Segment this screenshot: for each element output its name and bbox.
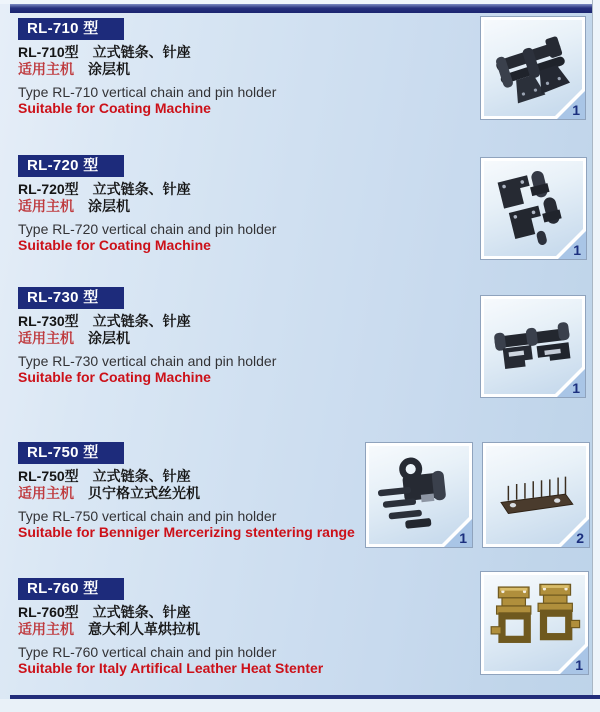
model-cn-line: RL-730型 立式链条、针座 bbox=[18, 313, 191, 329]
model-cn-line: RL-760型 立式链条、针座 bbox=[18, 604, 191, 620]
section-rl730 bbox=[18, 287, 463, 385]
model-en-line: Type RL-710 vertical chain and pin holder bbox=[18, 84, 277, 100]
product-photo-rl720 bbox=[480, 157, 587, 260]
section-header-bar bbox=[18, 578, 124, 600]
suitable-en-line: Suitable for Italy Artifical Leather Heat Stenter bbox=[18, 660, 324, 676]
section-rl720 bbox=[18, 155, 463, 253]
host-label: 适用主机 bbox=[18, 198, 74, 214]
section-header-label: RL-720 型 bbox=[27, 157, 99, 174]
model-cn-line: RL-720型 立式链条、针座 bbox=[18, 181, 191, 197]
model-en-line: Type RL-730 vertical chain and pin holder bbox=[18, 353, 277, 369]
top-rule bbox=[10, 4, 592, 13]
host-machine: 涂层机 bbox=[88, 61, 130, 77]
badge-triangle-blue bbox=[561, 519, 589, 547]
badge-triangle-blue bbox=[557, 369, 585, 397]
suitable-en-line: Suitable for Coating Machine bbox=[18, 100, 211, 116]
section-header-bar bbox=[18, 442, 124, 464]
host-cn-line bbox=[18, 621, 463, 638]
badge-triangle-blue bbox=[558, 231, 586, 259]
photo-index-badge bbox=[439, 514, 472, 547]
model-en-line: Type RL-760 vertical chain and pin holder bbox=[18, 644, 277, 660]
product-photo-rl730 bbox=[480, 295, 586, 398]
host-machine: 意大利人革烘拉机 bbox=[88, 621, 200, 637]
photo-index-badge bbox=[552, 364, 585, 397]
section-header-bar bbox=[18, 287, 124, 309]
section-header-label: RL-760 型 bbox=[27, 580, 99, 597]
photo-index-badge bbox=[556, 514, 589, 547]
section-header-label: RL-730 型 bbox=[27, 289, 99, 306]
photo-index-badge bbox=[555, 641, 588, 674]
badge-triangle-blue bbox=[560, 646, 588, 674]
photo-index-badge bbox=[552, 86, 585, 119]
badge-number: 1 bbox=[572, 102, 580, 118]
section-rl710 bbox=[18, 18, 463, 116]
page-right-edge bbox=[592, 0, 600, 712]
section-header-bar bbox=[18, 155, 124, 177]
host-label: 适用主机 bbox=[18, 621, 74, 637]
badge-triangle-blue bbox=[557, 91, 585, 119]
host-machine: 贝宁格立式丝光机 bbox=[88, 485, 200, 501]
host-cn-line bbox=[18, 198, 463, 215]
badge-triangle-blue bbox=[444, 519, 472, 547]
badge-number: 1 bbox=[572, 380, 580, 396]
host-label: 适用主机 bbox=[18, 61, 74, 77]
model-cn-line: RL-750型 立式链条、针座 bbox=[18, 468, 191, 484]
model-en-line: Type RL-720 vertical chain and pin holder bbox=[18, 221, 277, 237]
section-rl760 bbox=[18, 578, 463, 676]
badge-number: 1 bbox=[459, 530, 467, 546]
host-cn-line bbox=[18, 61, 463, 78]
host-machine: 涂层机 bbox=[88, 198, 130, 214]
photo-index-badge bbox=[553, 226, 586, 259]
host-cn-line bbox=[18, 330, 463, 347]
badge-number: 1 bbox=[573, 242, 581, 258]
section-header-bar bbox=[18, 18, 124, 40]
suitable-en-line: Suitable for Benniger Mercerizing stentering range bbox=[18, 524, 355, 540]
product-photo-rl710 bbox=[480, 16, 586, 120]
host-machine: 涂层机 bbox=[88, 330, 130, 346]
product-photo-rl750-2 bbox=[482, 442, 590, 548]
bottom-margin bbox=[0, 699, 600, 712]
host-label: 适用主机 bbox=[18, 330, 74, 346]
model-cn-line: RL-710型 立式链条、针座 bbox=[18, 44, 191, 60]
suitable-en-line: Suitable for Coating Machine bbox=[18, 237, 211, 253]
host-label: 适用主机 bbox=[18, 485, 74, 501]
badge-number: 1 bbox=[575, 657, 583, 673]
product-photo-rl760 bbox=[480, 571, 589, 675]
model-en-line: Type RL-750 vertical chain and pin holder bbox=[18, 508, 277, 524]
product-photo-rl750-1 bbox=[365, 442, 473, 548]
badge-number: 2 bbox=[576, 530, 584, 546]
section-header-label: RL-710 型 bbox=[27, 20, 99, 37]
suitable-en-line: Suitable for Coating Machine bbox=[18, 369, 211, 385]
section-header-label: RL-750 型 bbox=[27, 444, 99, 461]
